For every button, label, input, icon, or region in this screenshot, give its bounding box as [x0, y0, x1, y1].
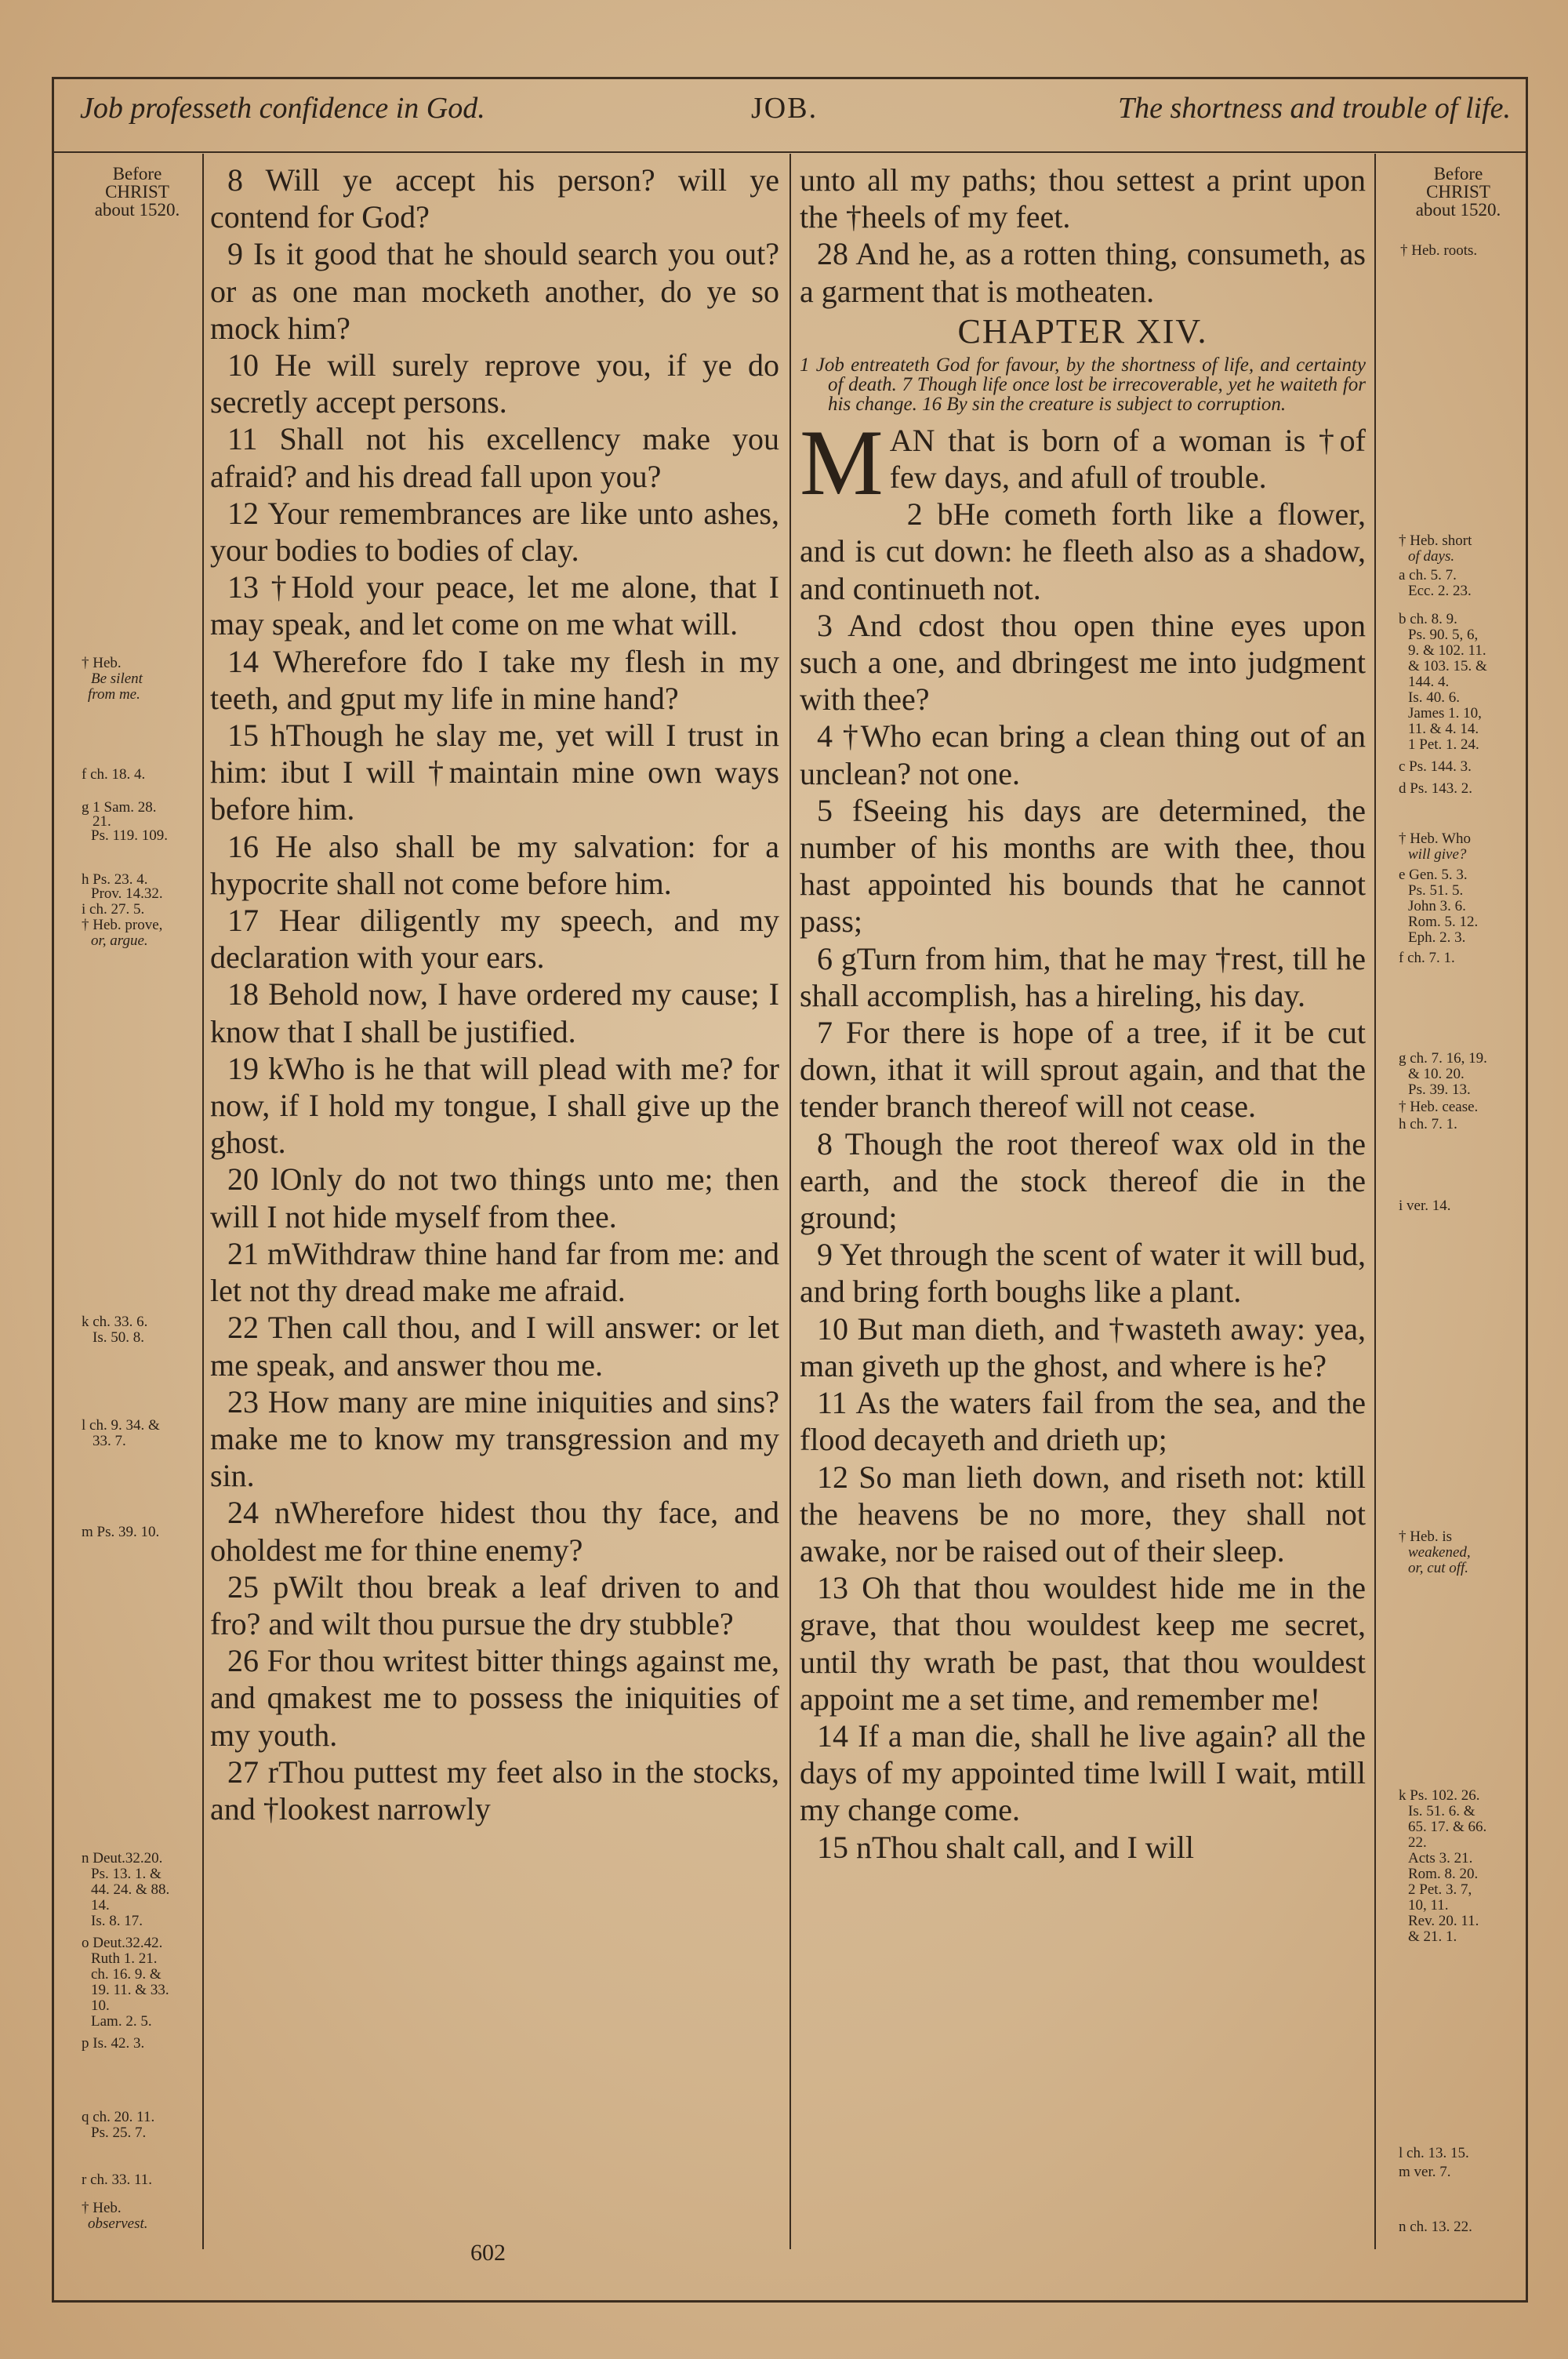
header-rule — [52, 151, 1528, 153]
margin-note: 33. 7. — [93, 1433, 126, 1449]
margin-note: Acts 3. 21. — [1408, 1850, 1473, 1866]
margin-note: 11. & 4. 14. — [1408, 721, 1479, 737]
verse: 7 For there is hope of a tree, if it be cut down, ithat it will sprout again, and that the tender branch thereof will not cease. — [800, 1015, 1366, 1125]
margin-note: Ps. 25. 7. — [91, 2125, 147, 2141]
margin-note: o Deut.32.42. — [82, 1935, 163, 1951]
margin-note: Lam. 2. 5. — [91, 2013, 152, 2030]
margin-note: l ch. 13. 15. — [1399, 2145, 1469, 2161]
chapter-summary: 1 Job entreateth God for favour, by the shortness of life, and certainty of death. 7 Though life once lost be irrecoverable, yet he waiteth for his change. 16 By sin the creature is subject to corruption. — [800, 354, 1366, 415]
verse: 11 Shall not his excellency make you afraid? and his dread fall upon you? — [210, 421, 779, 494]
verse-1-text: AN that is born of a woman is †of few days, and afull of trouble. — [889, 422, 1366, 496]
verse: 12 So man lieth down, and riseth not: ktill the heavens be no more, they shall not awake, nor be raised out of their sleep. — [800, 1459, 1366, 1568]
margin-note: m Ps. 39. 10. — [82, 1524, 160, 1540]
margin-heading-line: Before — [1433, 164, 1483, 184]
margin-note: weakened, — [1408, 1544, 1471, 1561]
verse: 3 And cdost thou open thine eyes upon such a one, and dbringest me into judgment with thee? — [800, 607, 1366, 718]
margin-note: i ver. 14. — [1399, 1198, 1451, 1214]
margin-note: d Ps. 143. 2. — [1399, 780, 1472, 797]
verse: 28 And he, as a rotten thing, consumeth, as a garment that is motheaten. — [800, 236, 1366, 309]
header-right: The shortness and trouble of life. — [1117, 92, 1511, 125]
margin-note: Is. 40. 6. — [1408, 689, 1460, 706]
verse: 17 Hear diligently my speech, and my declaration with your ears. — [210, 903, 779, 976]
verse: 9 Yet through the scent of water it will bud, and bring forth boughs like a plant. — [800, 1237, 1366, 1310]
margin-note: Is. 8. 17. — [91, 1913, 143, 1929]
margin-note: Ps. 90. 5, 6, — [1408, 627, 1479, 643]
margin-note: † Heb. prove, — [82, 917, 163, 933]
margin-note: Ps. 39. 13. — [1408, 1081, 1471, 1098]
margin-note: † Heb. short — [1399, 533, 1472, 549]
margin-note: 9. & 102. 11. — [1408, 642, 1486, 659]
header-center: JOB. — [751, 92, 818, 125]
margin-note: † Heb. — [82, 2200, 122, 2216]
running-header — [52, 86, 1528, 143]
margin-note: or, argue. — [91, 932, 148, 949]
margin-note: f ch. 18. 4. — [82, 766, 146, 783]
margin-note: 19. 11. & 33. — [91, 1982, 169, 1998]
margin-note: b ch. 8. 9. — [1399, 611, 1457, 627]
margin-note: l ch. 9. 34. & — [82, 1417, 160, 1434]
right-margin-heading — [1399, 165, 1517, 219]
margin-note: Is. 51. 6. & — [1408, 1803, 1475, 1819]
header-left: Job professeth confidence in God. — [80, 92, 485, 125]
margin-note: g 1 Sam. 28. — [82, 799, 157, 816]
right-margin-rule — [1374, 154, 1376, 2249]
margin-note: Prov. 14.32. — [91, 885, 163, 902]
margin-heading-line: about 1520. — [94, 200, 180, 220]
verse: 13 †Hold your peace, let me alone, that I may speak, and let come on me what will. — [210, 569, 779, 642]
margin-note: 2 Pet. 3. 7, — [1408, 1881, 1472, 1898]
verse: 14 Wherefore fdo I take my flesh in my teeth, and gput my life in mine hand? — [210, 643, 779, 716]
verse: 23 How many are mine iniquities and sins? make me to know my transgression and my sin. — [210, 1383, 779, 1494]
margin-note: q ch. 20. 11. — [82, 2109, 155, 2125]
margin-note: Eph. 2. 3. — [1408, 929, 1466, 946]
margin-note: 14. — [91, 1897, 110, 1914]
margin-note: g ch. 7. 16, 19. — [1399, 1050, 1487, 1067]
margin-note: 1 Pet. 1. 24. — [1408, 736, 1479, 753]
verse: 20 lOnly do not two things unto me; then will I not hide myself from thee. — [210, 1161, 779, 1234]
verse-1 — [800, 409, 1366, 514]
margin-note: Is. 50. 8. — [93, 1329, 144, 1346]
verse: 16 He also shall be my salvation: for a hypocrite shall not come before him. — [210, 828, 779, 901]
margin-note: m ver. 7. — [1399, 2164, 1451, 2180]
margin-note: from me. — [88, 686, 140, 703]
verse: 6 gTurn from him, that he may †rest, till he shall accomplish, has a hireling, his day. — [800, 940, 1366, 1013]
margin-note: 44. 24. & 88. — [91, 1881, 170, 1898]
margin-note: p Is. 42. 3. — [82, 2035, 145, 2052]
verse: 18 Behold now, I have ordered my cause; I know that I shall be justified. — [210, 976, 779, 1049]
left-margin-heading — [78, 165, 196, 219]
margin-note: Ps. 51. 5. — [1408, 882, 1464, 899]
verse: 12 Your remembrances are like unto ashes, your bodies to bodies of clay. — [210, 495, 779, 569]
margin-note: & 103. 15. & — [1408, 658, 1487, 674]
margin-note: & 21. 1. — [1408, 1928, 1457, 1945]
verse: 2 bHe cometh forth like a flower, and is cut down: he fleeth also as a shadow, and continueth not. — [800, 496, 1366, 606]
page-number: 602 — [470, 2240, 506, 2266]
verse: 15 nThou shalt call, and I will — [817, 1829, 1195, 1865]
left-text-column — [210, 162, 779, 1827]
verse: 21 mWithdraw thine hand far from me: and let not thy dread make me afraid. — [210, 1235, 779, 1309]
margin-note: † Heb. — [82, 655, 122, 671]
margin-note: c Ps. 144. 3. — [1399, 758, 1472, 775]
margin-heading-line: CHRIST — [1426, 182, 1490, 202]
center-rule — [789, 154, 791, 2249]
verse: 8 Will ye accept his person? will ye contend for God? — [210, 162, 779, 235]
verse: 10 But man dieth, and †wasteth away: yea, man giveth up the ghost, and where is he? — [800, 1310, 1366, 1383]
margin-note: Rev. 20. 11. — [1408, 1913, 1479, 1929]
verse: 19 kWho is he that will plead with me? for now, if I hold my tongue, I shall give up the ghost. — [210, 1050, 779, 1161]
margin-note: & 10. 20. — [1408, 1066, 1465, 1082]
margin-note: f ch. 7. 1. — [1399, 950, 1455, 966]
left-margin-rule — [202, 154, 204, 2249]
verse: 5 fSeeing his days are determined, the number of his months are with thee, thou hast appointed his bounds that he cannot pass; — [800, 792, 1366, 940]
verse: 25 pWilt thou break a leaf driven to and fro? and wilt thou pursue the dry stubble? — [210, 1568, 779, 1641]
margin-note: Ecc. 2. 23. — [1408, 583, 1472, 599]
margin-note: h ch. 7. 1. — [1399, 1116, 1457, 1132]
verse: 8 Though the root thereof wax old in the earth, and the stock thereof die in the ground; — [800, 1125, 1366, 1236]
verse: 15 hThough he slay me, yet will I trust in him: ibut I will †maintain mine own ways before him. — [210, 718, 779, 827]
margin-note: 65. 17. & 66. — [1408, 1819, 1487, 1835]
verse: 22 Then call thou, and I will answer: or let me speak, and answer thou me. — [210, 1310, 779, 1383]
margin-note: 22. — [1408, 1834, 1427, 1851]
margin-heading-line: about 1520. — [1415, 200, 1501, 220]
margin-note: of days. — [1408, 548, 1455, 565]
margin-heading-line: Before — [112, 164, 162, 184]
right-text-column — [800, 162, 1366, 1866]
margin-note: ch. 16. 9. & — [91, 1966, 162, 1983]
margin-note: 144. 4. — [1408, 674, 1450, 690]
margin-note: observest. — [88, 2215, 148, 2232]
margin-note: Ps. 13. 1. & — [91, 1866, 162, 1882]
margin-note: h Ps. 23. 4. — [82, 871, 148, 888]
margin-note: r ch. 33. 11. — [82, 2172, 153, 2188]
margin-note: † Heb. cease. — [1399, 1099, 1479, 1115]
margin-note: James 1. 10, — [1408, 705, 1482, 722]
margin-note: Ps. 119. 109. — [91, 827, 169, 844]
margin-heading-line: CHRIST — [105, 182, 169, 202]
margin-note: n Deut.32.20. — [82, 1850, 163, 1866]
margin-note: will give? — [1408, 846, 1467, 863]
verse: 4 †Who ecan bring a clean thing out of an unclean? not one. — [800, 718, 1366, 791]
margin-note: k ch. 33. 6. — [82, 1314, 148, 1330]
verse: 9 Is it good that he should search you out? or as one man mocketh another, do ye so mock him? — [210, 236, 779, 346]
margin-note: † Heb. roots. — [1400, 242, 1478, 259]
margin-note: Ruth 1. 21. — [91, 1950, 158, 1967]
margin-note: n ch. 13. 22. — [1399, 2219, 1472, 2235]
margin-note: 10. — [91, 1997, 110, 2014]
margin-note: 10, 11. — [1408, 1897, 1449, 1914]
margin-note: k Ps. 102. 26. — [1399, 1787, 1480, 1804]
margin-note: Be silent — [91, 671, 143, 687]
verse: 27 rThou puttest my feet also in the stocks, and †lookest narrowly — [210, 1754, 779, 1826]
margin-note: e Gen. 5. 3. — [1399, 867, 1468, 883]
chapter-title: CHAPTER XIV. — [957, 311, 1208, 351]
drop-cap: M — [800, 409, 884, 514]
margin-note: Rom. 5. 12. — [1408, 914, 1479, 930]
margin-note: † Heb. is — [1399, 1528, 1453, 1545]
margin-note: John 3. 6. — [1408, 898, 1466, 914]
margin-note: a ch. 5. 7. — [1399, 567, 1457, 583]
margin-note: † Heb. Who — [1399, 831, 1471, 847]
verse: 11 As the waters fail from the sea, and the flood decayeth and drieth up; — [800, 1385, 1366, 1458]
verse: 26 For thou writest bitter things against me, and qmakest me to possess the iniquities of my youth. — [210, 1643, 779, 1753]
margin-note: Rom. 8. 20. — [1408, 1866, 1479, 1882]
verse-continuation: unto all my paths; thou settest a print upon the †heels of my feet. — [800, 162, 1366, 235]
verse: 10 He will surely reprove you, if ye do secretly accept persons. — [210, 347, 779, 420]
margin-note: or, cut off. — [1408, 1560, 1469, 1576]
verse: 24 nWherefore hidest thou thy face, and oholdest me for thine enemy? — [210, 1495, 779, 1568]
verse: 14 If a man die, shall he live again? all the days of my appointed time lwill I wait, mtill my change come. — [800, 1717, 1366, 1828]
margin-note: 21. — [93, 813, 111, 830]
margin-note: i ch. 27. 5. — [82, 901, 145, 918]
verse: 13 Oh that thou wouldest hide me in the grave, that thou wouldest keep me secret, until thy wrath be past, that thou wouldest appoint me a set time, and remember me! — [800, 1570, 1366, 1717]
